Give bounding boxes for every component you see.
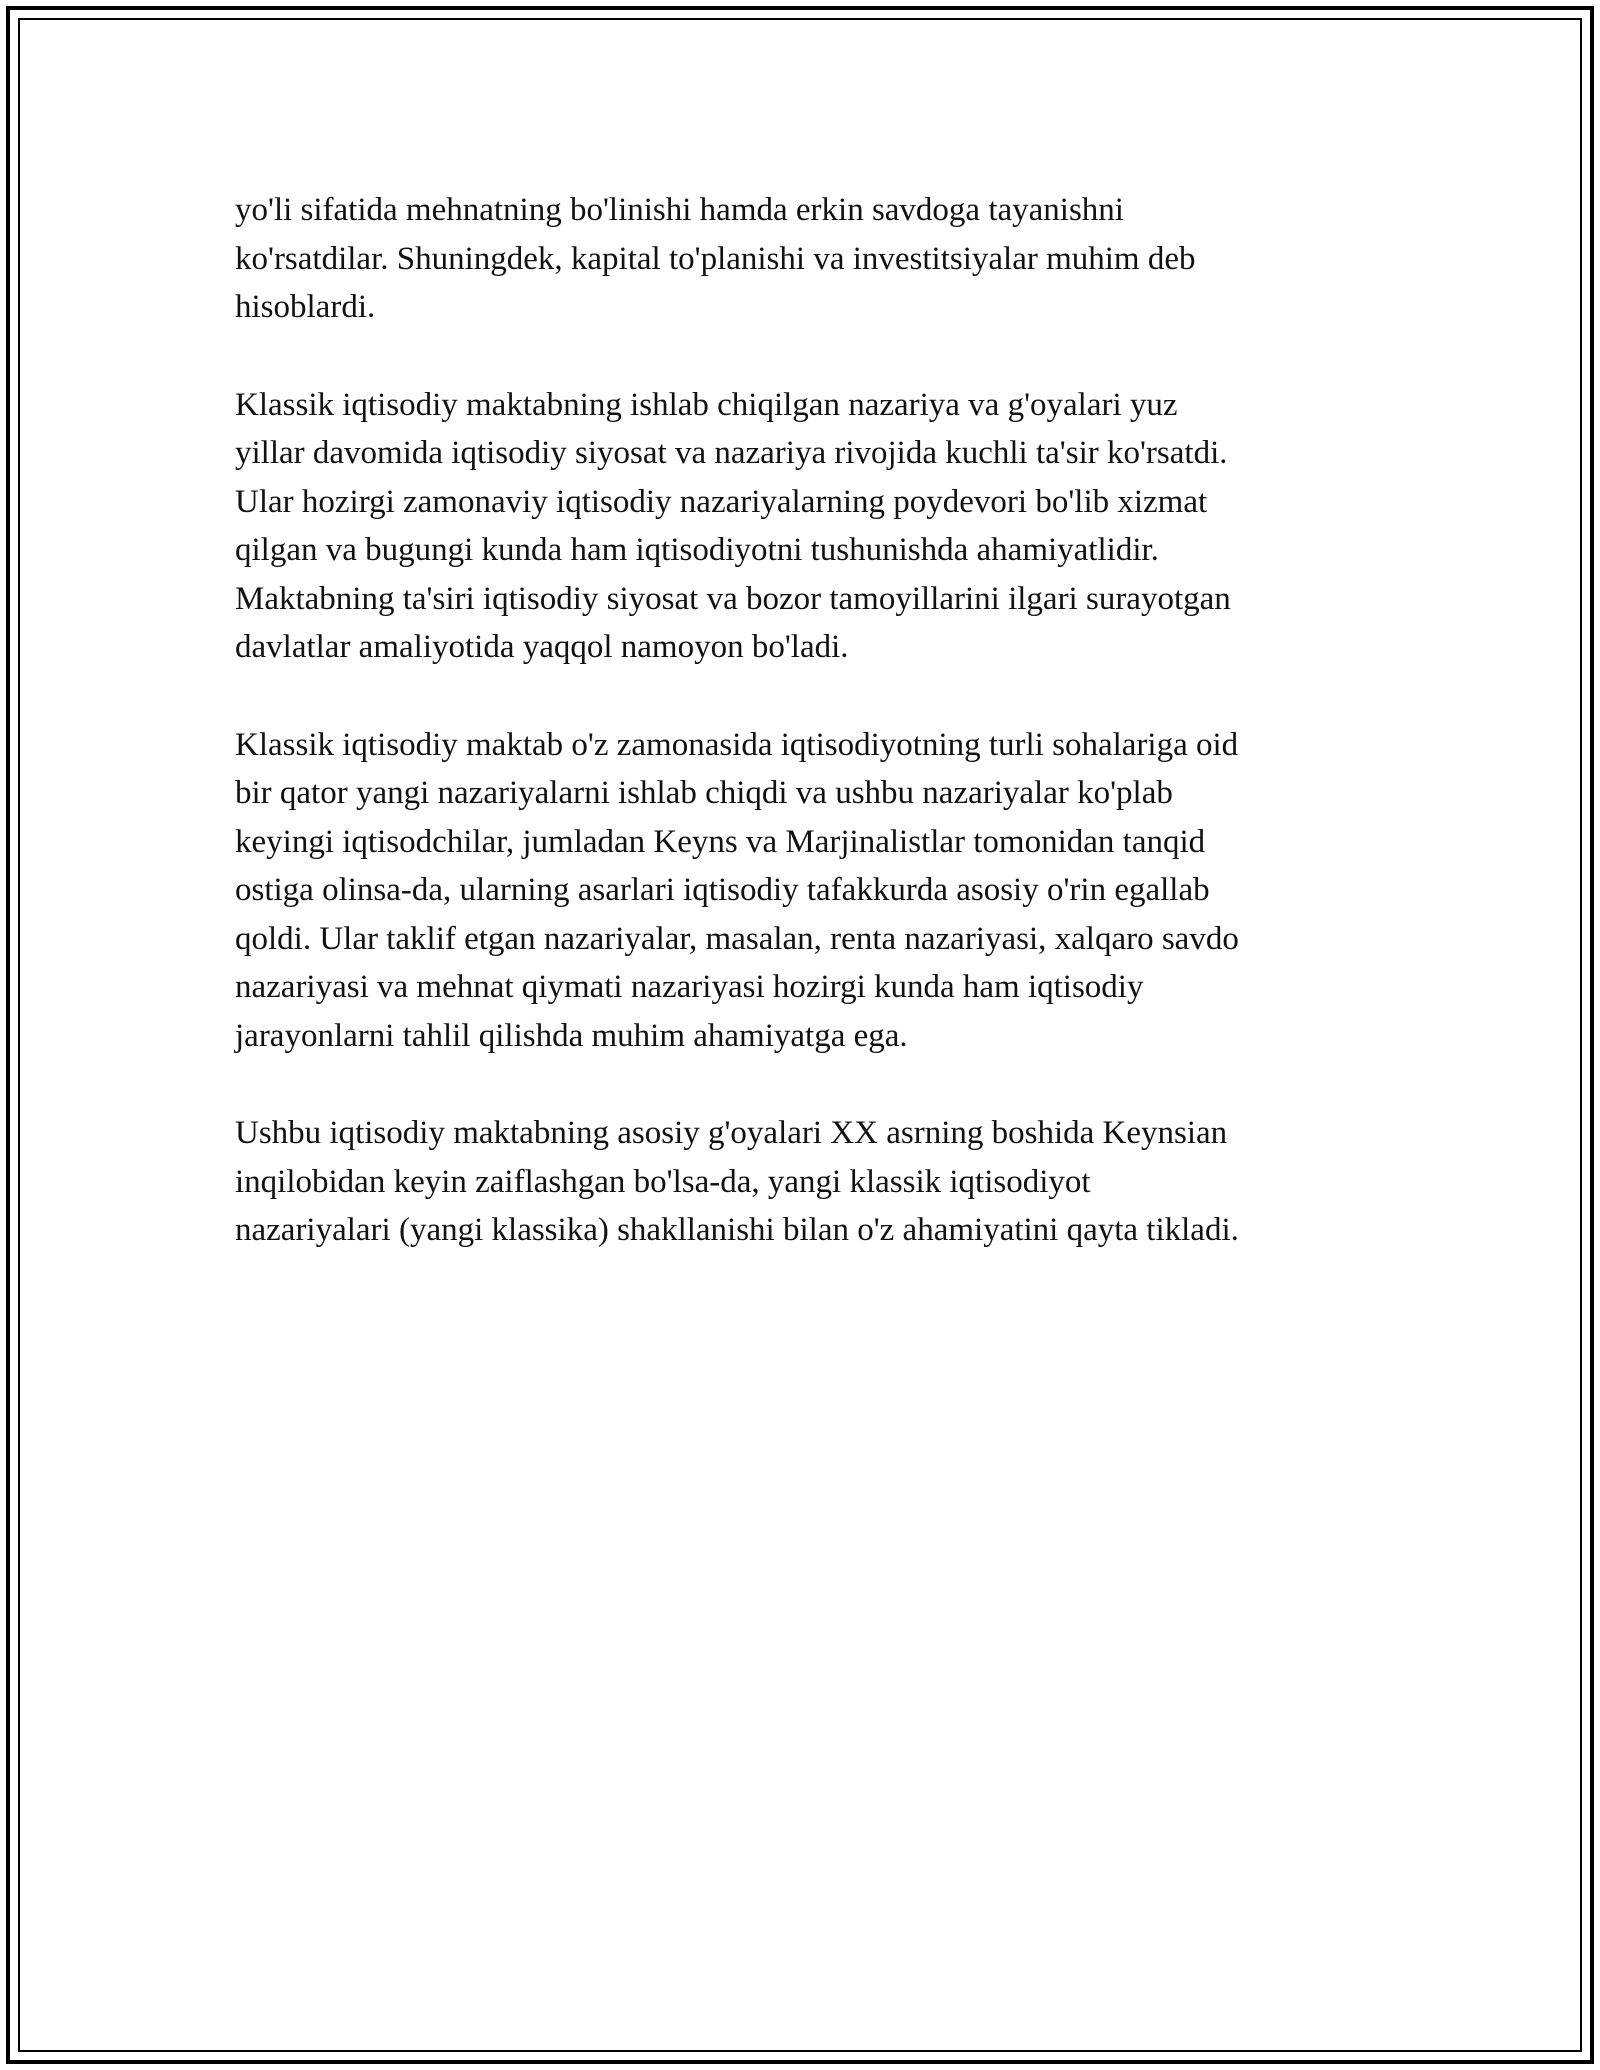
document-body: [235, 186, 1375, 1304]
paragraph-1: yo'li sifatida mehnatning bo'linishi hamda erkin savdoga tayanishni ko'rsatdilar. Shuningdek, kapital to'planishi va investitsiyalar muhim deb hisoblardi.: [235, 192, 1196, 325]
paragraph-3: Klassik iqtisodiy maktab o'z zamonasida iqtisodiyotning turli sohalariga oid bir qator yangi nazariyalarni ishlab chiqdi va ushbu nazariyalar ko'plab keyingi iqtisodchilar, jumladan Keyns va Marjinalistlar tomonidan tanqid ostiga olinsa-da, ularning asarlari iqtisodiy tafakkurda asosiy o'rin egallab qoldi. Ular taklif etgan nazariyalar, masalan, renta nazariyasi, xalqaro savdo nazariyasi va mehnat qiymati nazariyasi hozirgi kunda ham iqtisodiy jarayonlarni tahlil qilishda muhim ahamiyatga ega.: [235, 726, 1239, 1054]
paragraph-4: Ushbu iqtisodiy maktabning asosiy g'oyalari XX asrning boshida Keynsian inqilobidan keyin zaiflashgan bo'lsa-da, yangi klassik iqtisodiyot nazariyalari (yangi klassika) shakllanishi bilan o'z ahamiyatini qayta tikladi.: [235, 1115, 1239, 1248]
paragraph-2: Klassik iqtisodiy maktabning ishlab chiqilgan nazariya va g'oyalari yuz yillar davomida iqtisodiy siyosat va nazariya rivojida kuchli ta'sir ko'rsatdi. Ular hozirgi zamonaviy iqtisodiy nazariyalarning poydevori bo'lib xizmat qilgan va bugungi kunda ham iqtisodiyotni tushunishda ahamiyatlidir. Maktabning ta'siri iqtisodiy siyosat va bozor tamoyillarini ilgari surayotgan davlatlar amaliyotida yaqqol namoyon bo'ladi.: [235, 386, 1231, 665]
